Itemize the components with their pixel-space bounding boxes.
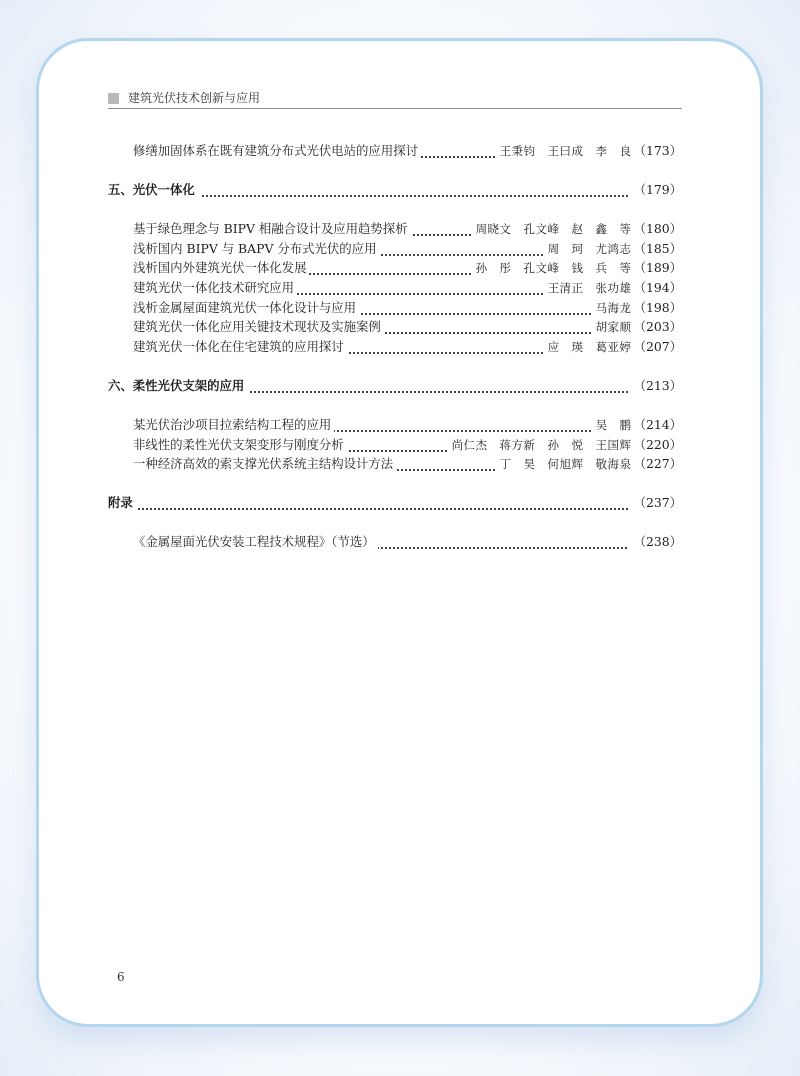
toc-entry-page: （194） — [633, 280, 682, 295]
toc-entry-page: （185） — [633, 241, 682, 256]
toc-entry-authors: 丁 昊 何旭辉 敬海泉 — [499, 457, 632, 471]
toc-entry[interactable] — [0, 337, 800, 357]
toc-entry-page: （238） — [633, 534, 682, 549]
toc-section[interactable] — [0, 180, 800, 200]
toc-entry[interactable] — [0, 454, 800, 474]
toc-section-page: （237） — [633, 495, 682, 510]
toc-entry[interactable] — [0, 258, 800, 278]
toc-entry-tail — [496, 456, 682, 472]
toc-entry-tail — [592, 300, 682, 316]
toc-section-tail — [628, 378, 682, 394]
toc-entry-title: 浅析国内外建筑光伏一体化发展 — [133, 260, 309, 276]
toc-entry-tail — [544, 339, 682, 355]
page-number: 6 — [117, 970, 125, 984]
toc-entry[interactable] — [0, 239, 800, 259]
toc-entry-tail — [496, 143, 682, 159]
toc-entry-page: （207） — [633, 339, 682, 354]
toc-entry-title: 一种经济高效的索支撑光伏系统主结构设计方法 — [133, 456, 396, 472]
toc-entry-tail — [544, 280, 682, 296]
toc-entry-page: （227） — [633, 456, 682, 471]
toc-section[interactable] — [0, 493, 800, 513]
toc-entry-title: 建筑光伏一体化在住宅建筑的应用探讨 — [133, 339, 347, 355]
toc-entry-page: （189） — [633, 260, 682, 275]
header-title: 建筑光伏技术创新与应用 — [128, 91, 261, 105]
toc-entry-title: 建筑光伏一体化技术研究应用 — [133, 280, 297, 296]
toc-entry-title: 建筑光伏一体化应用关键技术现状及实施案例 — [133, 319, 384, 335]
toc-section[interactable] — [0, 376, 800, 396]
toc-entry[interactable] — [0, 415, 800, 435]
toc-entry-authors: 尚仁杰 蒋方新 孙 悦 王国辉 — [451, 438, 632, 452]
toc-entry-title: 非线性的柔性光伏支架变形与刚度分析 — [133, 437, 347, 453]
header-marker-icon — [108, 93, 119, 104]
toc-entry-authors: 应 瑛 葛亚婷 — [547, 340, 632, 354]
toc-entry-title: 浅析国内 BIPV 与 BAPV 分布式光伏的应用 — [133, 241, 379, 257]
toc-section-title: 五、光伏一体化 — [108, 182, 200, 198]
toc-entry-tail — [544, 241, 682, 257]
toc-entry-tail — [472, 221, 682, 237]
toc-entry-page: （214） — [633, 417, 682, 432]
toc-entry-page: （203） — [633, 319, 682, 334]
toc-entry-tail — [592, 417, 682, 433]
toc-entry-tail — [472, 260, 682, 276]
toc-entry-authors: 吴 鹏 — [595, 418, 632, 432]
toc-entry-title: 修缮加固体系在既有建筑分布式光伏电站的应用探讨 — [133, 143, 421, 159]
toc-entry-authors: 周 珂 尤鸿志 — [547, 242, 632, 256]
toc-entry-title: 基于绿色理念与 BIPV 相融合设计及应用趋势探析 — [133, 221, 411, 237]
toc-section-tail — [628, 495, 682, 511]
toc-entry-title: 某光伏治沙项目拉索结构工程的应用 — [133, 417, 334, 433]
toc-entry[interactable] — [0, 298, 800, 318]
toc-entry-page: （180） — [633, 221, 682, 236]
toc-entry-authors: 孙 彤 孔文峰 钱 兵 等 — [475, 261, 632, 275]
toc-entry-authors: 周晓文 孔文峰 赵 鑫 等 — [475, 222, 632, 236]
toc-entry-page: （198） — [633, 300, 682, 315]
toc-entry[interactable] — [0, 317, 800, 337]
toc-entry-authors: 马海龙 — [595, 301, 632, 315]
toc-entry-title: 《金属屋面光伏安装工程技术规程》（节选） — [133, 534, 378, 550]
toc-entry-authors: 王清正 张功雄 — [547, 281, 632, 295]
toc-entry[interactable] — [0, 532, 800, 552]
toc-section-title: 六、柔性光伏支架的应用 — [108, 378, 249, 394]
toc-entry-tail — [448, 437, 682, 453]
toc-entry-tail — [628, 534, 682, 550]
toc-section-page: （213） — [633, 378, 682, 393]
toc-entry[interactable] — [0, 435, 800, 455]
toc-section-title: 附录 — [108, 495, 138, 511]
toc-entry-authors: 王秉钧 王曰成 李 良 — [499, 144, 632, 158]
toc-entry[interactable] — [0, 219, 800, 239]
toc-entry[interactable] — [0, 141, 800, 161]
toc-entry-authors: 胡家顺 — [595, 320, 632, 334]
toc-entry[interactable] — [0, 278, 800, 298]
dot-leader — [115, 498, 675, 510]
toc-entry-page: （173） — [633, 143, 682, 158]
toc-entry-page: （220） — [633, 437, 682, 452]
toc-entry-tail — [592, 319, 682, 335]
running-header — [108, 90, 682, 109]
toc-section-page: （179） — [633, 182, 682, 197]
toc-section-tail — [628, 182, 682, 198]
toc-entry-title: 浅析金属屋面建筑光伏一体化设计与应用 — [133, 300, 359, 316]
